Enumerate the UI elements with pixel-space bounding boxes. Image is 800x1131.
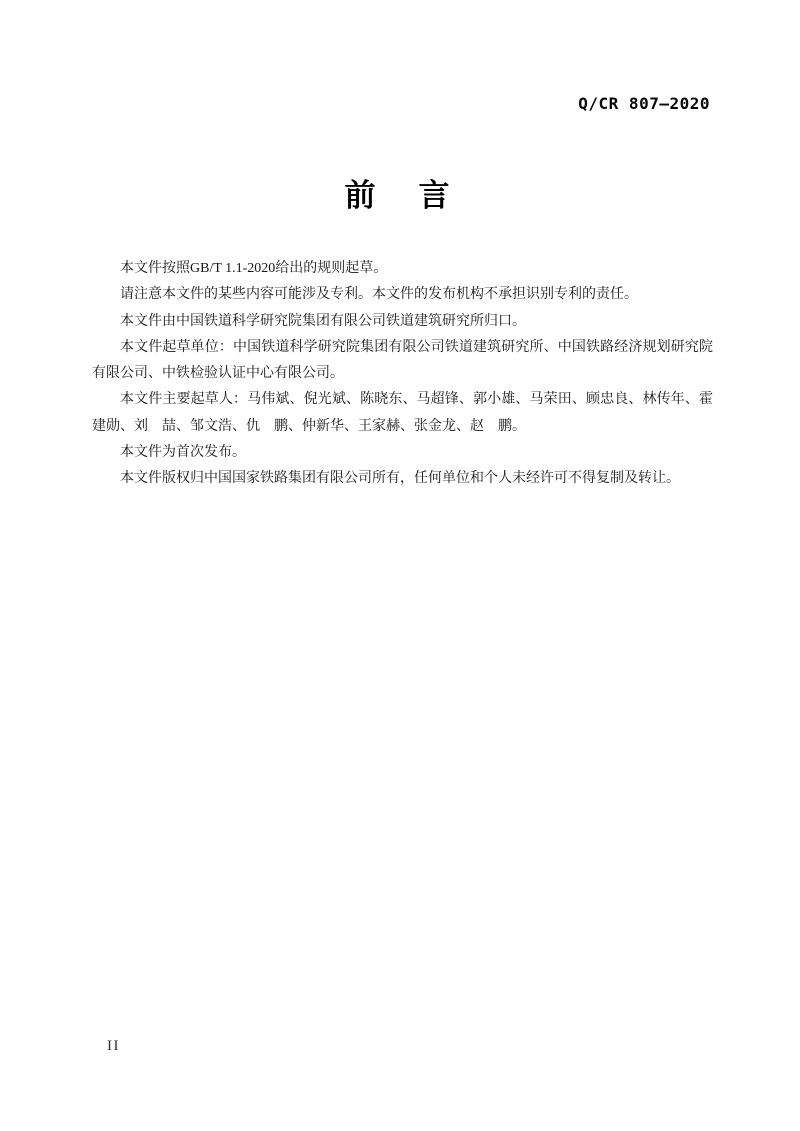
page-number: II (107, 1038, 120, 1054)
paragraph-copyright: 本文件版权归中国国家铁路集团有限公司所有，任何单位和个人未经许可不得复制及转让。 (120, 471, 680, 487)
paragraph-drafting-rules: 本文件按照GB/T 1.1-2020给出的规则起草。 (120, 261, 388, 276)
page-title: 前 言 (344, 178, 456, 213)
paragraph-main-drafters: 本文件主要起草人：马伟斌、倪光斌、陈晓东、马超锋、郭小雄、马荣田、顾忠良、林传年、霍建勋、刘 喆、邹文浩、仇 鹏、仲新华、王家赫、张金龙、赵 鹏。 (92, 392, 713, 434)
foreword-body (92, 256, 713, 493)
paragraph-drafting-organizations: 本文件起草单位：中国铁道科学研究院集团有限公司铁道建筑研究所、中国铁路经济规划研究院有限公司、中铁检验认证中心有限公司。 (92, 339, 713, 382)
paragraph-first-issue: 本文件为首次发布。 (120, 445, 246, 461)
doc-number: Q/CR 807—2020 (578, 94, 710, 113)
paragraph-patent-notice: 请注意本文件的某些内容可能涉及专利。本文件的发布机构不承担识别专利的责任。 (120, 287, 638, 303)
paragraph-centralized-by: 本文件由中国铁道科学研究院集团有限公司铁道建筑研究所归口。 (120, 313, 526, 329)
